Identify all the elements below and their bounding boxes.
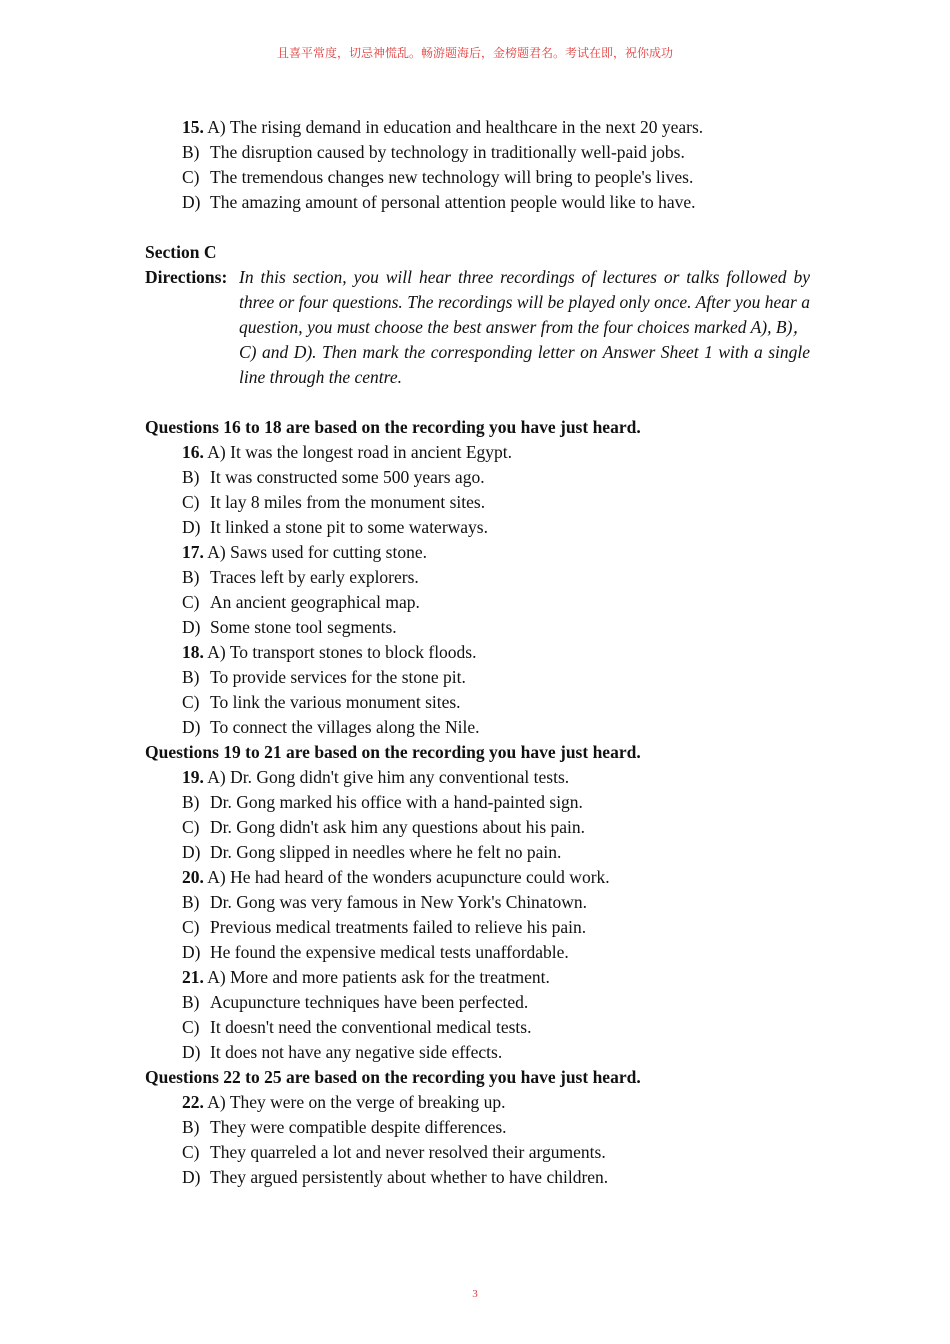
option-text: They quarreled a lot and never resolved their arguments. — [210, 1142, 606, 1162]
option-text: They were compatible despite differences. — [210, 1117, 507, 1137]
page-content — [145, 115, 810, 1190]
option-letter: C) — [182, 167, 200, 187]
option-text: The disruption caused by technology in traditionally well-paid jobs. — [210, 142, 685, 162]
question-19-option-a — [145, 765, 810, 790]
option-letter: B) — [182, 892, 200, 912]
question-15-option-b — [145, 140, 810, 165]
question-15-option-a — [145, 115, 810, 140]
question-15-option-d — [145, 190, 810, 215]
page-header: 且喜平常度，切忌神慌乱。畅游题海后，金榜题君名。考试在即，祝你成功 — [276, 46, 673, 60]
question-19-option-b — [145, 790, 810, 815]
option-letter: B) — [182, 792, 200, 812]
option-text: Dr. Gong slipped in needles where he felt no pain. — [210, 842, 562, 862]
option-text: To connect the villages along the Nile. — [210, 717, 480, 737]
option-text: Previous medical treatments failed to relieve his pain. — [210, 917, 587, 937]
question-number: 19. — [182, 767, 204, 787]
option-letter: D) — [182, 517, 201, 537]
option-text: A) Saws used for cutting stone. — [207, 542, 427, 562]
question-18-option-d — [145, 715, 810, 740]
option-letter: C) — [182, 692, 200, 712]
question-17-option-a — [145, 540, 810, 565]
group-heading: Questions 16 to 18 are based on the recording you have just heard. — [145, 417, 641, 437]
option-letter: C) — [182, 817, 200, 837]
option-letter: C) — [182, 1142, 200, 1162]
option-text: An ancient geographical map. — [210, 592, 420, 612]
option-letter: D) — [182, 717, 201, 737]
question-19-option-c — [145, 815, 810, 840]
option-text: Dr. Gong marked his office with a hand-painted sign. — [210, 792, 583, 812]
option-text: He found the expensive medical tests unaffordable. — [210, 942, 569, 962]
directions — [145, 265, 810, 390]
question-20-option-c — [145, 915, 810, 940]
question-18-option-b — [145, 665, 810, 690]
option-letter: D) — [182, 842, 201, 862]
option-text: A) It was the longest road in ancient Egypt. — [207, 442, 513, 462]
option-letter: B) — [182, 667, 200, 687]
option-text: Acupuncture techniques have been perfected. — [210, 992, 529, 1012]
option-text: Dr. Gong was very famous in New York's Chinatown. — [210, 892, 587, 912]
group-heading: Questions 19 to 21 are based on the recording you have just heard. — [145, 742, 641, 762]
option-text: A) They were on the verge of breaking up. — [207, 1092, 506, 1112]
question-number: 18. — [182, 642, 204, 662]
option-letter: D) — [182, 192, 201, 212]
option-text: Dr. Gong didn't ask him any questions about his pain. — [210, 817, 586, 837]
question-21-option-d — [145, 1040, 810, 1065]
directions-text: In this section, you will hear three recordings of lectures or talks followed by three or four questions. The recordings will be played only once. After you hear a question, you must choose the best answer from the four choices marked A), B)，C) and D). Then mark the corresponding letter on Answer Sheet 1 with a single line through the centre. — [239, 267, 810, 387]
question-21-option-c — [145, 1015, 810, 1040]
option-text: The tremendous changes new technology will bring to people's lives. — [210, 167, 694, 187]
option-text: It lay 8 miles from the monument sites. — [210, 492, 486, 512]
option-letter: B) — [182, 142, 200, 162]
directions-label: Directions: — [145, 267, 228, 287]
question-number: 22. — [182, 1092, 204, 1112]
question-16-option-b — [145, 465, 810, 490]
question-22-option-d — [145, 1165, 810, 1190]
question-number: 21. — [182, 967, 204, 987]
question-18-option-c — [145, 690, 810, 715]
option-letter: C) — [182, 1017, 200, 1037]
option-letter: C) — [182, 917, 200, 937]
option-text: A) He had heard of the wonders acupuncture could work. — [207, 867, 610, 887]
option-text: They argued persistently about whether to have children. — [210, 1167, 609, 1187]
option-text: It was constructed some 500 years ago. — [210, 467, 485, 487]
question-number: 20. — [182, 867, 204, 887]
question-17-option-d — [145, 615, 810, 640]
option-letter: D) — [182, 617, 201, 637]
question-21-option-a — [145, 965, 810, 990]
question-20-option-a — [145, 865, 810, 890]
option-text: To provide services for the stone pit. — [210, 667, 466, 687]
question-18-option-a — [145, 640, 810, 665]
group-heading: Questions 22 to 25 are based on the recording you have just heard. — [145, 1067, 641, 1087]
question-20-option-b — [145, 890, 810, 915]
question-22-option-c — [145, 1140, 810, 1165]
option-letter: B) — [182, 567, 200, 587]
question-17-option-c — [145, 590, 810, 615]
option-letter: B) — [182, 467, 200, 487]
option-letter: D) — [182, 1042, 201, 1062]
option-text: Traces left by early explorers. — [210, 567, 419, 587]
option-letter: C) — [182, 492, 200, 512]
question-22-option-a — [145, 1090, 810, 1115]
option-text: It does not have any negative side effects. — [210, 1042, 503, 1062]
option-text: It linked a stone pit to some waterways. — [210, 517, 488, 537]
question-number: 17. — [182, 542, 204, 562]
question-number: 16. — [182, 442, 204, 462]
option-text: The amazing amount of personal attention people would like to have. — [210, 192, 696, 212]
option-text: A) To transport stones to block floods. — [207, 642, 477, 662]
option-text: Some stone tool segments. — [210, 617, 397, 637]
option-text: It doesn't need the conventional medical tests. — [210, 1017, 532, 1037]
section-title: Section C — [145, 242, 217, 262]
question-16-option-c — [145, 490, 810, 515]
option-letter: B) — [182, 992, 200, 1012]
question-21-option-b — [145, 990, 810, 1015]
option-text: A) More and more patients ask for the treatment. — [207, 967, 550, 987]
page-number: 3 — [472, 1288, 478, 1300]
option-text: A) Dr. Gong didn't give him any conventional tests. — [207, 767, 570, 787]
option-text: To link the various monument sites. — [210, 692, 461, 712]
option-text: A) The rising demand in education and healthcare in the next 20 years. — [207, 117, 704, 137]
option-letter: B) — [182, 1117, 200, 1137]
option-letter: C) — [182, 592, 200, 612]
question-16-option-d — [145, 515, 810, 540]
option-letter: D) — [182, 1167, 201, 1187]
question-17-option-b — [145, 565, 810, 590]
question-16-option-a — [145, 440, 810, 465]
question-number: 15. — [182, 117, 204, 137]
question-19-option-d — [145, 840, 810, 865]
question-20-option-d — [145, 940, 810, 965]
question-22-option-b — [145, 1115, 810, 1140]
option-letter: D) — [182, 942, 201, 962]
question-15-option-c — [145, 165, 810, 190]
